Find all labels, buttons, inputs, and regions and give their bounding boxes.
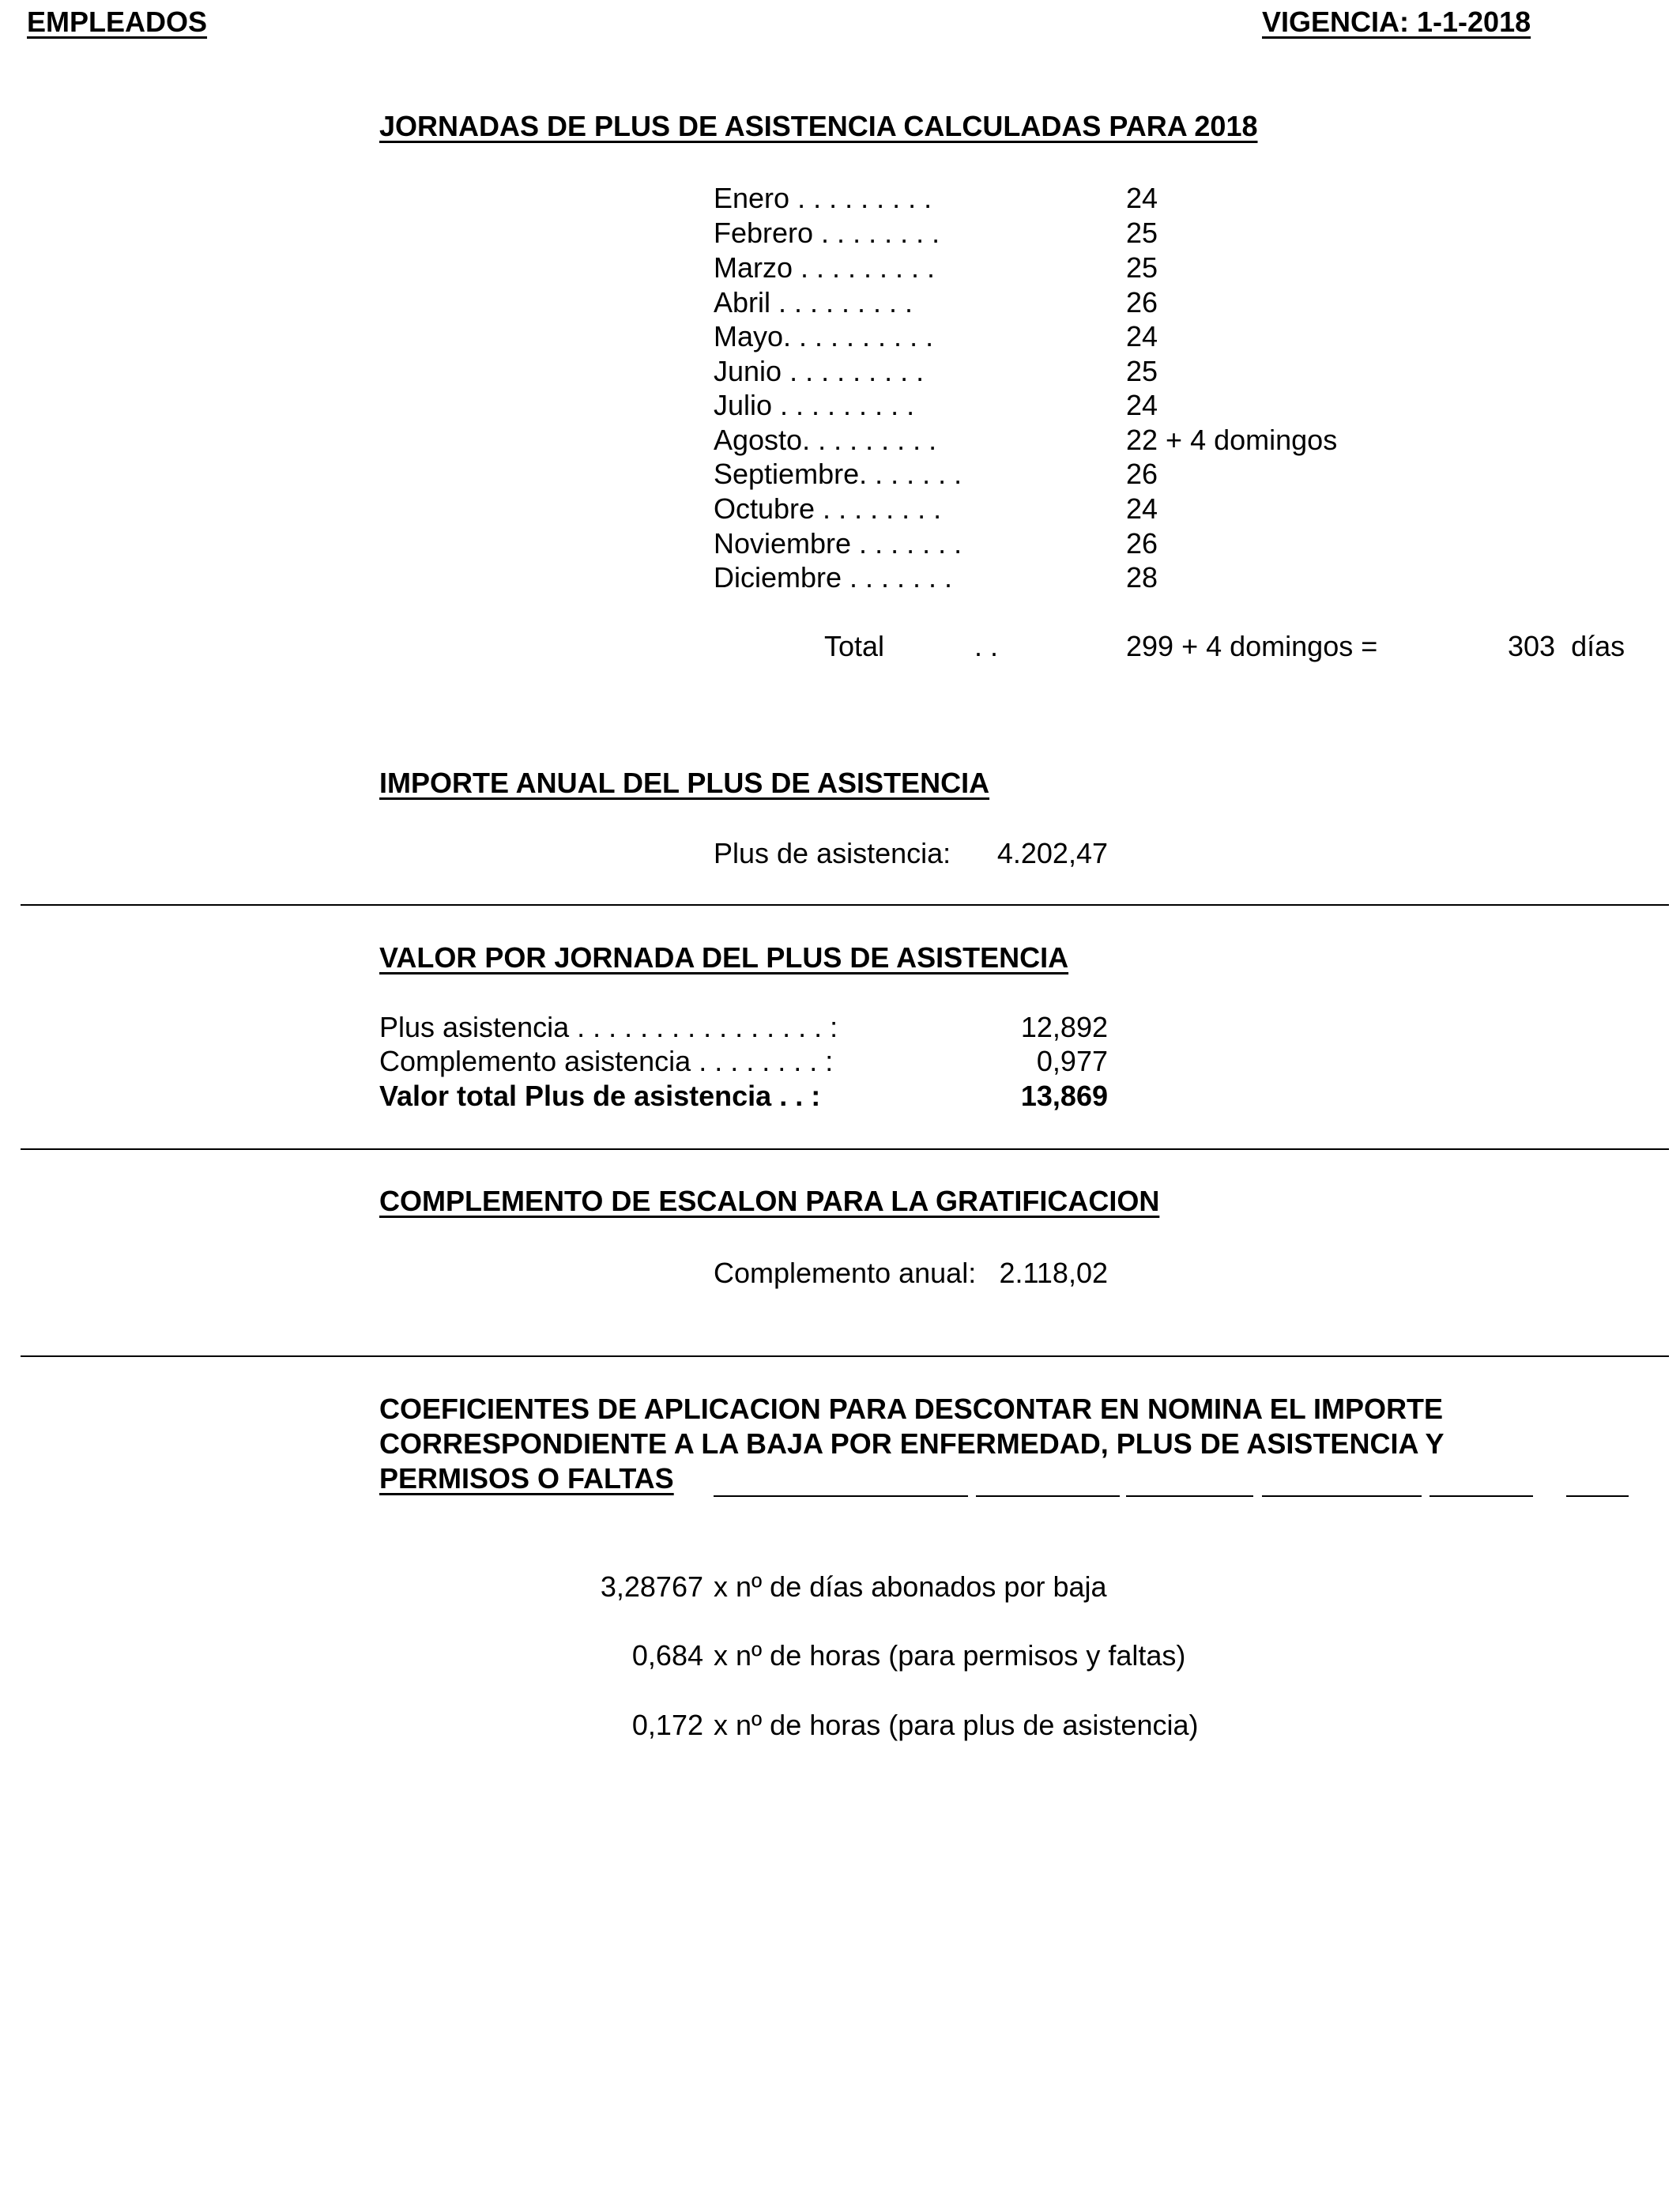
coef-text: x nº de días abonados por baja	[714, 1570, 1107, 1603]
blank-line	[1566, 1495, 1629, 1497]
coeficientes-title-line: CORRESPONDIENTE A LA BAJA POR ENFERMEDAD, PLUS DE ASISTENCIA Y	[379, 1427, 1445, 1460]
total-value: 299 + 4 domingos =	[1126, 630, 1378, 662]
valor-row-value: 0,977	[1036, 1045, 1108, 1077]
importe-title: IMPORTE ANUAL DEL PLUS DE ASISTENCIA	[379, 767, 990, 799]
month-value: 26	[1126, 286, 1158, 319]
coeficientes-title-line: COEFICIENTES DE APLICACION PARA DESCONTAR EN NOMINA EL IMPORTE	[379, 1393, 1444, 1425]
blank-line	[976, 1495, 1120, 1497]
total-result: 303 días	[1508, 630, 1625, 662]
month-label: Junio . . . . . . . . .	[714, 355, 925, 387]
blank-line	[1430, 1495, 1533, 1497]
month-value: 25	[1126, 251, 1158, 284]
valor-row-value: 12,892	[1020, 1011, 1108, 1043]
escalon-title: COMPLEMENTO DE ESCALON PARA LA GRATIFICACION	[379, 1185, 1160, 1217]
month-label: Diciembre . . . . . . .	[714, 561, 953, 594]
month-value: 22 + 4 domingos	[1126, 424, 1338, 456]
month-label: Agosto. . . . . . . . .	[714, 424, 937, 456]
valor-row-label: Complemento asistencia . . . . . . . . :	[379, 1045, 834, 1077]
valor-title: VALOR POR JORNADA DEL PLUS DE ASISTENCIA	[379, 941, 1069, 974]
month-value: 24	[1126, 182, 1158, 214]
escalon-value: 2.118,02	[999, 1257, 1108, 1289]
month-value: 24	[1126, 389, 1158, 421]
valor-total-label: Valor total Plus de asistencia . . :	[379, 1080, 821, 1112]
blank-line	[714, 1495, 968, 1497]
total-dots: . .	[974, 630, 999, 662]
valor-row-label: Plus asistencia . . . . . . . . . . . . . . . . :	[379, 1011, 838, 1043]
section-divider	[21, 1148, 1669, 1150]
month-value: 25	[1126, 217, 1158, 249]
month-label: Mayo. . . . . . . . . .	[714, 320, 934, 352]
month-label: Octubre . . . . . . . .	[714, 492, 942, 525]
coef-text: x nº de horas (para permisos y faltas)	[714, 1639, 1186, 1672]
coef-value: 0,684	[631, 1639, 703, 1672]
importe-label: Plus de asistencia:	[714, 837, 951, 869]
importe-value: 4.202,47	[996, 837, 1108, 869]
month-value: 28	[1126, 561, 1158, 594]
blank-line	[1126, 1495, 1253, 1497]
month-label: Febrero . . . . . . . .	[714, 217, 940, 249]
month-value: 24	[1126, 320, 1158, 352]
valor-total-value: 13,869	[1020, 1080, 1108, 1112]
escalon-label: Complemento anual:	[714, 1257, 977, 1289]
month-value: 25	[1126, 355, 1158, 387]
coef-value: 3,28767	[600, 1570, 703, 1603]
month-value: 26	[1126, 527, 1158, 560]
section-divider	[21, 904, 1669, 906]
month-value: 26	[1126, 458, 1158, 490]
month-label: Enero . . . . . . . . .	[714, 182, 932, 214]
header-left: EMPLEADOS	[27, 6, 208, 38]
jornadas-title: JORNADAS DE PLUS DE ASISTENCIA CALCULADAS PARA 2018	[379, 110, 1258, 142]
month-label: Julio . . . . . . . . .	[714, 389, 915, 421]
month-label: Septiembre. . . . . . .	[714, 458, 962, 490]
month-label: Noviembre . . . . . . .	[714, 527, 962, 560]
header-right: VIGENCIA: 1-1-2018	[1262, 6, 1531, 38]
total-label: Total	[824, 630, 885, 662]
month-label: Abril . . . . . . . . .	[714, 286, 913, 319]
month-value: 24	[1126, 492, 1158, 525]
month-label: Marzo . . . . . . . . .	[714, 251, 936, 284]
coef-text: x nº de horas (para plus de asistencia)	[714, 1709, 1199, 1741]
coef-value: 0,172	[631, 1709, 703, 1741]
coeficientes-title-line: PERMISOS O FALTAS	[379, 1462, 674, 1495]
blank-line	[1262, 1495, 1422, 1497]
section-divider	[21, 1355, 1669, 1357]
